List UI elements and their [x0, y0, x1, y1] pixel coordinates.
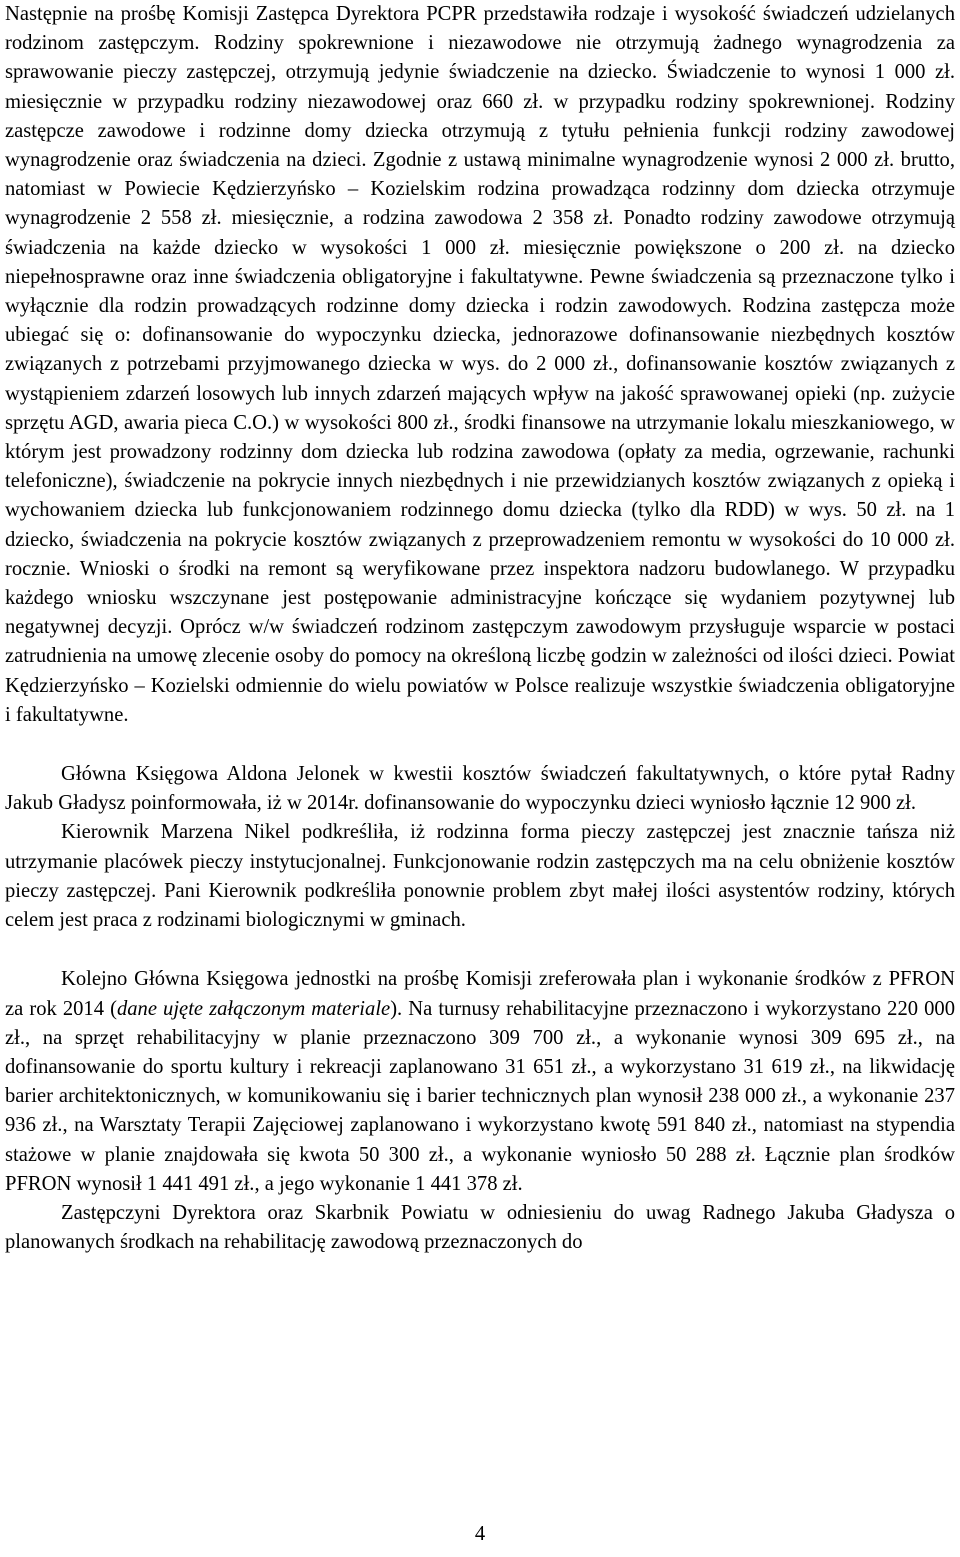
document-page: [5, 0, 955, 1257]
paragraph-pfron-funds: [5, 965, 955, 1199]
paragraph-manager-nikel: Kierownik Marzena Nikel podkreśliła, iż rodzinna forma pieczy zastępczej jest znacznie tańsza niż utrzymanie placówek pieczy instytucjonalnej. Funkcjonowanie rodzin zastępczych ma na celu obniżenie kosztów pieczy zastępczej. Pani Kierownik podkreśliła ponownie problem zbyt małej ilości asystentów rodziny, których celem jest praca z rodzinami biologicznymi w gminach.: [5, 821, 955, 932]
paragraph-pcpr-benefits: Następnie na prośbę Komisji Zastępca Dyrektora PCPR przedstawiła rodzaje i wysokość świadczeń udzielanych rodzinom zastępczym. Rodziny spokrewnione i niezawodowe nie otrzymują żadnego wynagrodzenia za sprawowanie pieczy zastępczej, otrzymują jedynie świadczenie na dziecko. Świadczenie to wynosi 1 000 zł. miesięcznie w przypadku rodziny niezawodowej oraz 660 zł. w przypadku rodziny spokrewnionej. Rodziny zastępcze zawodowe i rodzinne domy dziecka otrzymują z tytułu pełnienia funkcji rodziny zawodowej wynagrodzenie oraz świadczenia na dzieci. Zgodnie z ustawą minimalne wynagrodzenie wynosi 2 000 zł. brutto, natomiast w Powiecie Kędzierzyńsko – Kozielskim rodzina prowadząca rodzinny dom dziecka otrzymuje wynagrodzenie 2 558 zł. miesięcznie, a rodzina zawodowa 2 358 zł. Ponadto rodziny zawodowe otrzymują świadczenia na każde dziecko w wysokości 1 000 zł. miesięcznie powiększone o 200 zł. na dziecko niepełnosprawne oraz inne świadczenia obligatoryjne i fakultatywne. Pewne świadczenia są przeznaczone tylko i wyłącznie dla rodzin prowadzących rodzinne domy dziecka i rodzin zawodowych. Rodzina zastępcza może ubiegać się o: dofinansowanie do wypoczynku dziecka, jednorazowe dofinansowanie niezbędnych kosztów związanych z potrzebami przyjmowanego dziecka w wys. do 2 000 zł., dofinansowanie kosztów związanych z wystąpieniem zdarzeń losowych lub innych zdarzeń mających wpływ na jakość sprawowanej opieki (np. zużycie sprzętu AGD, awaria pieca C.O.) w wysokości 800 zł., środki finansowe na utrzymanie lokalu mieszkaniowego, w którym jest prowadzony rodzinny dom dziecka lub rodzina zawodowa (opłaty za media, ogrzewanie, rachunki telefoniczne), świadczenie na pokrycie innych niezbędnych i nie przewidzianych kosztów związanych z opieką i wychowaniem dziecka lub funkcjonowaniem rodzinnego domu dziecka (tylko dla RDD) w wys. 50 zł. na 1 dziecko, świadczenia na pokrycie kosztów związanych z przeprowadzeniem remontu w wysokości do 10 000 zł. rocznie. Wnioski o środki na remont są weryfikowane przez inspektora nadzoru budowlanego. W przypadku każdego wniosku wszczynane jest postępowanie administracyjne kończące się wydaniem pozytywnej lub negatywnej decyzji. Oprócz w/w świadczeń rodzinom zastępczym zawodowym przysługuje wsparcie w postaci zatrudnienia na umowę zlecenie osoby do pomocy na określoną liczbę godzin w zależności od ilości dzieci. Powiat Kędzierzyńsko – Kozielski odmiennie do wielu powiatów w Polsce realizuje wszystkie świadczenia obligatoryjne i fakultatywne.: [5, 3, 955, 726]
paragraph-chief-accountant-costs: Główna Księgowa Aldona Jelonek w kwestii kosztów świadczeń fakultatywnych, o które pytał Radny Jakub Gładysz poinformowała, iż w 2014r. dofinansowanie do wypoczynku dzieci wyniosło łącznie 12 900 zł.: [5, 763, 955, 815]
page-number: 4: [474, 1523, 486, 1545]
pfron-text-after: ). Na turnusy rehabilitacyjne przeznaczono i wykorzystano 220 000 zł., na sprzęt rehabilitacyjny w planie przeznaczono 309 700 zł., a wykonanie wynosi 309 695 zł., na dofinansowanie do sportu kultury i rekreacji zaplanowano 31 651 zł., a wykorzystano 31 619 zł., na likwidację barier architektonicznych, w komunikowaniu się i barier technicznych plan wynosił 238 000 zł., a wykonanie 237 936 zł., na Warsztaty Terapii Zajęciowej zaplanowano i wykorzystano kwotę 591 840 zł., natomiast na stypendia stażowe w planie znajdowała się kwota 50 300 zł., a wykonanie wyniosło 50 288 zł. Łącznie plan środków PFRON wynosił 1 441 491 zł., a jego wykonanie 1 441 378 zł.: [5, 997, 955, 1195]
pfron-text-before: Kolejno Główna Księgowa jednostki na prośbę Komisji zreferowała plan i wykonanie środków z PFRON za rok 2014 (: [5, 968, 955, 1020]
pfron-text-italic: dane ujęte załączonym materiale: [116, 997, 391, 1020]
paragraph-deputy-director: Zastępczyni Dyrektora oraz Skarbnik Powiatu w odniesieniu do uwag Radnego Jakuba Gładysza o planowanych środkach na rehabilitację zawodową przeznaczonych do: [5, 1201, 955, 1254]
